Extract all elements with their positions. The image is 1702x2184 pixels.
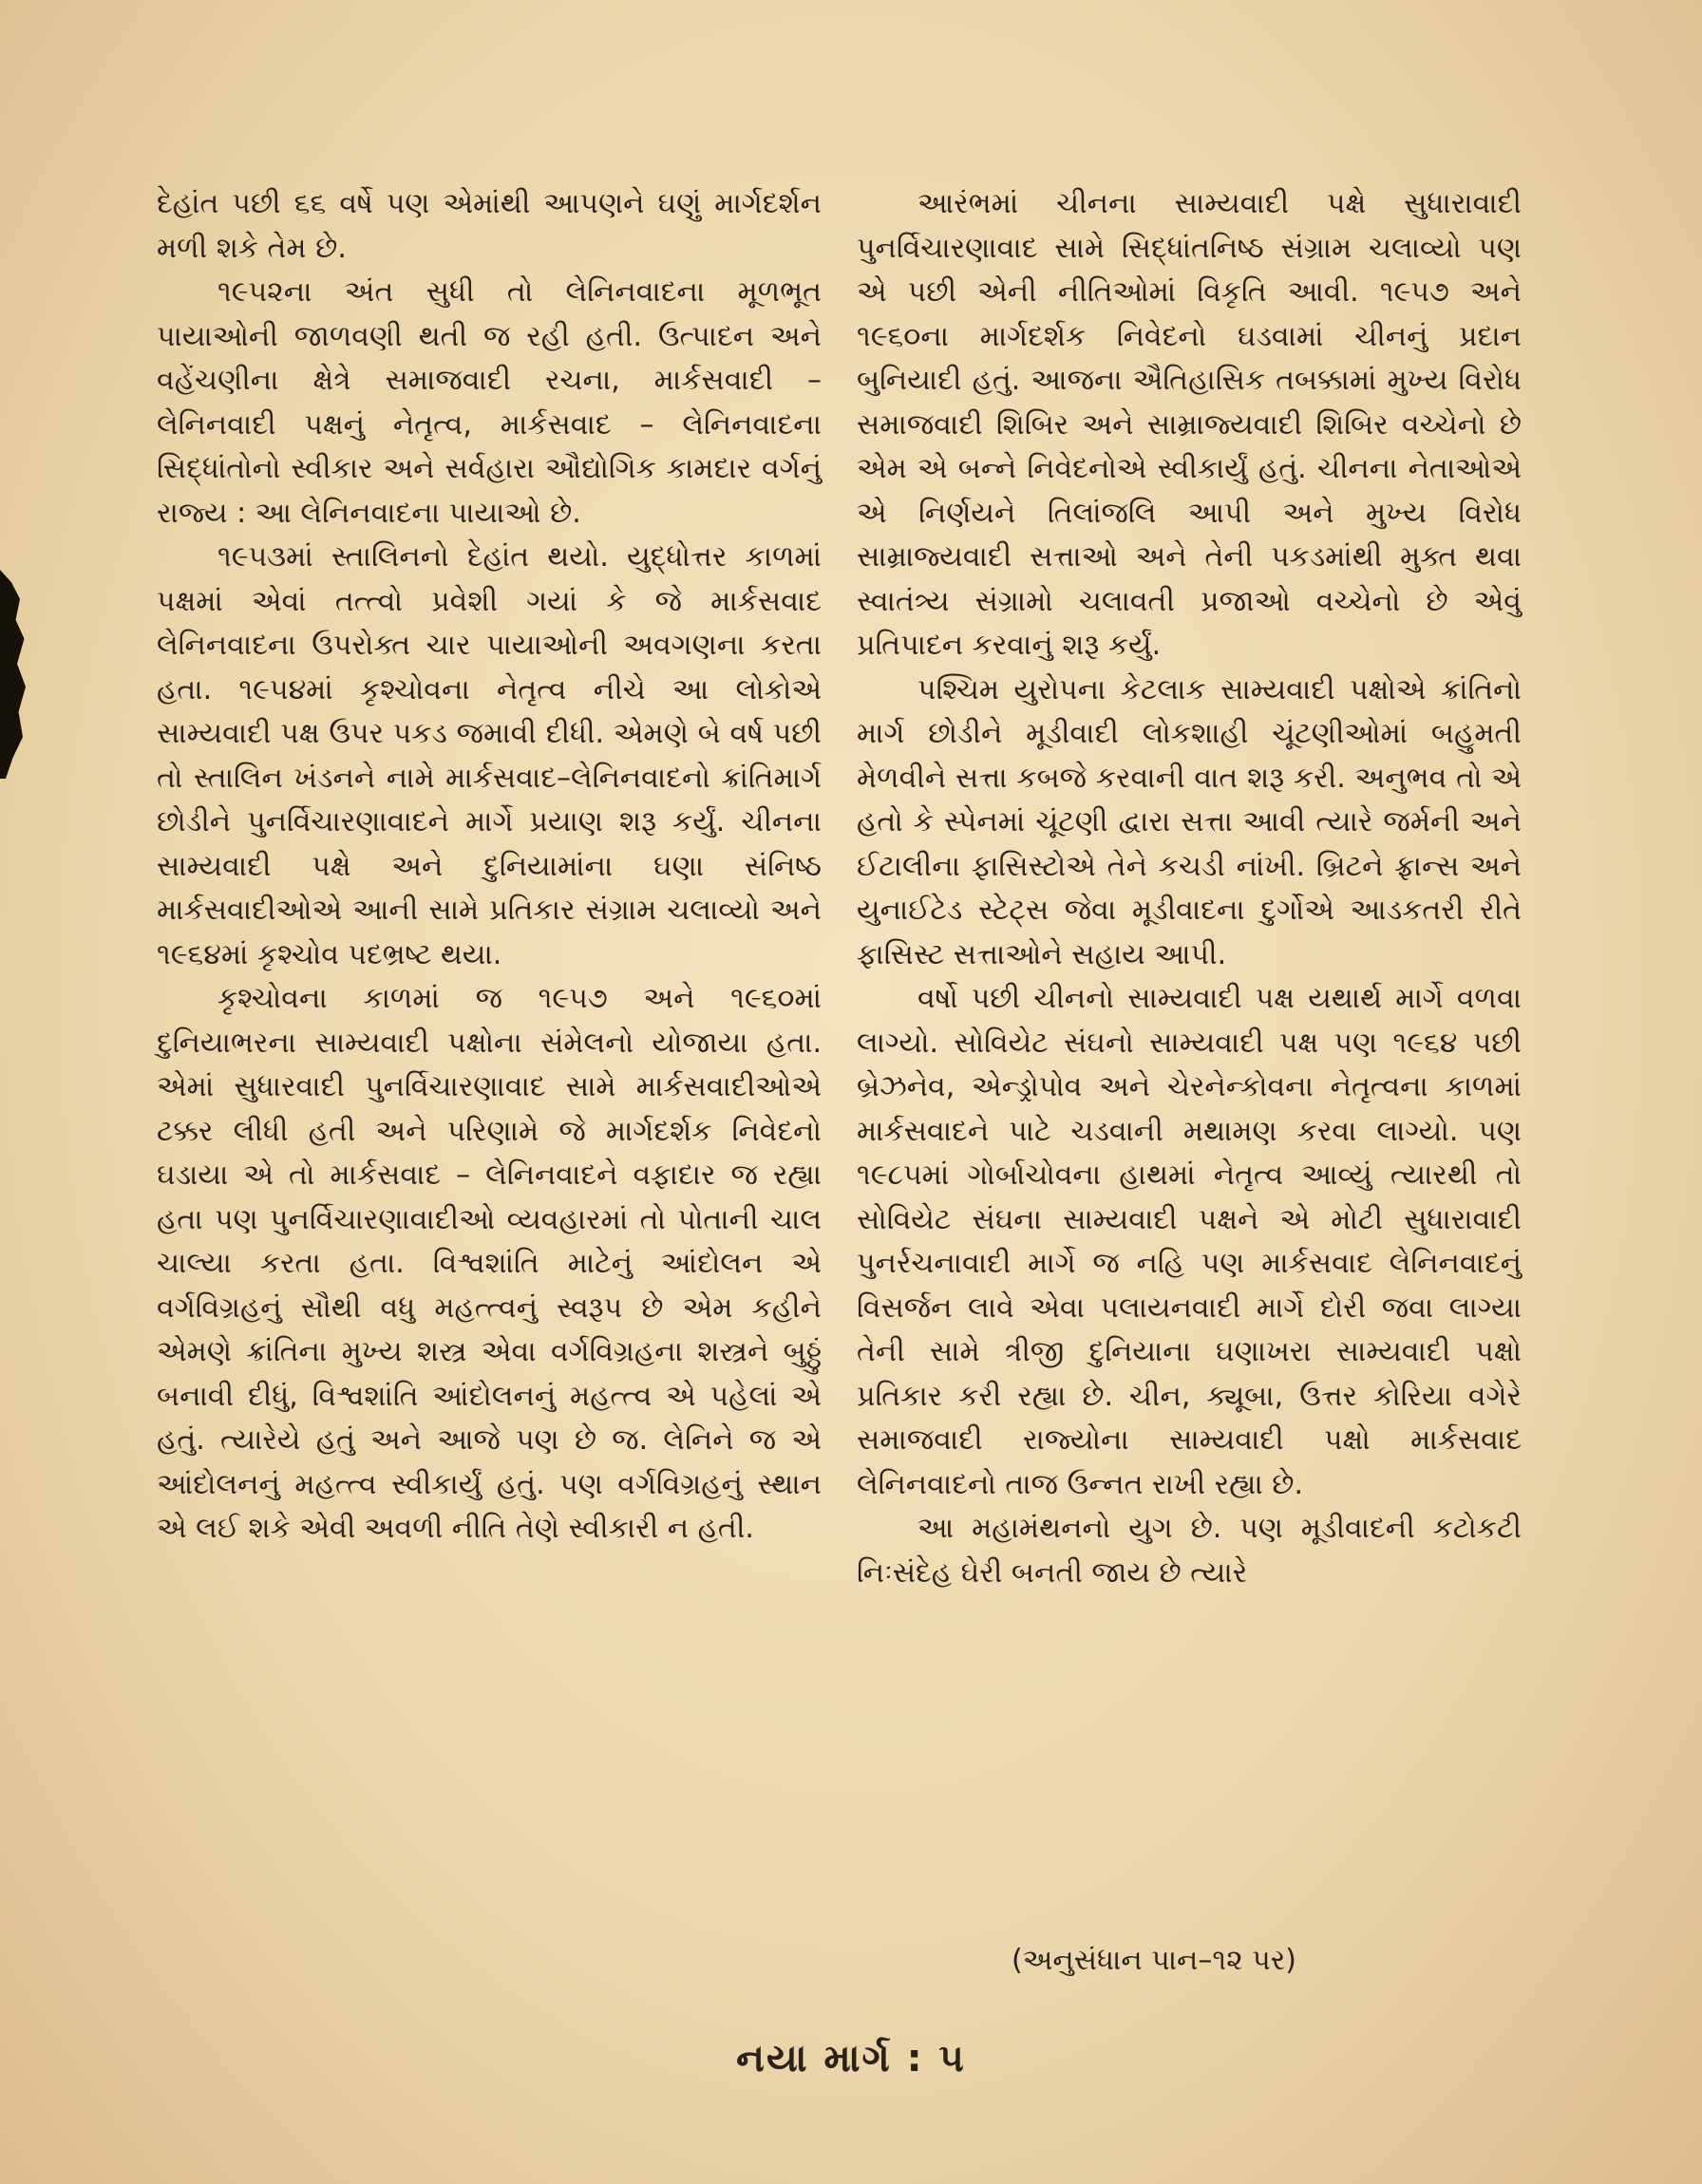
paragraph: દેહાંત પછી ૬૬ વર્ષે પણ એમાંથી આપણને ઘણું માર્ગદર્શન મળી શકે તેમ છે. <box>157 187 822 265</box>
paragraph: આરંભમાં ચીનના સામ્યવાદી પક્ષે સુધારાવાદી પુનર્વિચારણાવાદ સામે સિદ્ધાંતનિષ્ઠ સંગ્રામ ચલાવ્યો પણ એ પછી એની નીતિઓમાં વિકૃતિ આવી. ૧૯૫૭ અને ૧૯૬૦ના માર્ગદર્શક નિવેદનો ઘડવામાં ચીનનું પ્રદાન બુનિયાદી હતું. આજના ઐતિહાસિક તબક્કામાં મુખ્ય વિરોધ સમાજવાદી શિબિર અને સામ્રાજ્યવાદી શિબિર વચ્ચેનો છે એમ એ બન્ને નિવેદનોએ સ્વીકાર્યું હતું. ચીનના નેતાઓએ એ નિર્ણયને તિલાંજલિ આપી અને મુખ્ય વિરોધ સામ્રાજ્યવાદી સત્તાઓ અને તેની પકડમાંથી મુક્ત થવા સ્વાતંત્ર્ય સંગ્રામો ચલાવતી પ્રજાઓ વચ્ચેનો છે એવું પ્રતિપાદન કરવાનું શરૂ કર્યું. <box>857 187 1522 662</box>
paragraph: ૧૯૫૨ના અંત સુધી તો લેનિનવાદના મૂળભૂત પાયાઓની જાળવણી થતી જ રહી હતી. ઉત્પાદન અને વહેંચણીના ક્ષેત્રે સમાજવાદી રચના, માર્કસવાદી – લેનિનવાદી પક્ષનું નેતૃત્વ, માર્કસવાદ – લેનિનવાદના સિદ્ધાંતોનો સ્વીકાર અને સર્વહારા ઔદ્યોગિક કામદાર વર્ગનું રાજ્ય : આ લેનિનવાદના પાયાઓ છે. <box>157 275 822 530</box>
paragraph: ૧૯૫૩માં સ્તાલિનનો દેહાંત થયો. યુદ્ધોત્તર કાળમાં પક્ષમાં એવાં તત્ત્વો પ્રવેશી ગયાં કે જે માર્કસવાદ લેનિનવાદના ઉપરોક્ત ચાર પાયાઓની અવગણના કરતા હતા. ૧૯૫૪માં કૃશ્ચોવના નેતૃત્વ નીચે આ લોકોએ સામ્યવાદી પક્ષ ઉપર પકડ જમાવી દીધી. એમણે બે વર્ષ પછી તો સ્તાલિન ખંડનને નામે માર્કસવાદ–લેનિનવાદનો ક્રાંતિમાર્ગ છોડીને પુનર્વિચારણાવાદને માર્ગે પ્રયાણ શરૂ કર્યું. ચીનના સામ્યવાદી પક્ષે અને દુનિયામાંના ઘણા સંનિષ્ઠ માર્કસવાદીઓએ આની સામે પ્રતિકાર સંગ્રામ ચલાવ્યો અને ૧૯૬૪માં કૃશ્ચોવ પદભ્રષ્ટ થયા. <box>157 540 822 971</box>
page-footer: નયા માર્ગ : ૫ <box>736 2037 966 2080</box>
paragraph: આ મહામંથનનો યુગ છે. પણ મૂડીવાદની કટોકટી નિઃસંદેહ ઘેરી બનતી જાય છે ત્યારે <box>857 1512 1522 1590</box>
continuation-note: (અનુસંધાન પાન–૧૨ પર) <box>1012 1944 1296 1977</box>
paragraph: વર્ષો પછી ચીનનો સામ્યવાદી પક્ષ યથાર્થ માર્ગે વળવા લાગ્યો. સોવિયેટ સંઘનો સામ્યવાદી પક્ષ પણ ૧૯૬૪ પછી બ્રેઝનેવ, એન્ડ્રોપોવ અને ચેરનેન્કોવના નેતૃત્વના કાળમાં માર્કસવાદને પાટે ચડવાની મથામણ કરવા લાગ્યો. પણ ૧૯૮૫માં ગોર્બાચોવના હાથમાં નેતૃત્વ આવ્યું ત્યારથી તો સોવિયેટ સંઘના સામ્યવાદી પક્ષને એ મોટી સુધારાવાદી પુનર્રચનાવાદી માર્ગે જ નહિ પણ માર્કસવાદ લેનિનવાદનું વિસર્જન લાવે એવા પલાયનવાદી માર્ગે દોરી જવા લાગ્યા તેની સામે ત્રીજી દુનિયાના ઘણાખરા સામ્યવાદી પક્ષો પ્રતિકાર કરી રહ્યા છે. ચીન, ક્યૂબા, ઉત્તર કોરિયા વગેરે સમાજવાદી રાજ્યોના સામ્યવાદી પક્ષો માર્કસવાદ લેનિનવાદનો તાજ ઉન્નત રાખી રહ્યા છે. <box>857 982 1522 1501</box>
left-column <box>157 182 822 1552</box>
torn-page-edge <box>0 570 28 779</box>
right-column <box>857 182 1522 1595</box>
paragraph: કૃશ્ચોવના કાળમાં જ ૧૯૫૭ અને ૧૯૬૦માં દુનિયાભરના સામ્યવાદી પક્ષોના સંમેલનો યોજાયા હતા. એમાં સુધારવાદી પુનર્વિચારણાવાદ સામે માર્કસવાદીઓએ ટક્કર લીધી હતી અને પરિણામે જે માર્ગદર્શક નિવેદનો ઘડાયા એ તો માર્કસવાદ – લેનિનવાદને વફાદાર જ રહ્યા હતા પણ પુનર્વિચારણાવાદીઓ વ્યવહારમાં તો પોતાની ચાલ ચાલ્યા કરતા હતા. વિશ્વશાંતિ માટેનું આંદોલન એ વર્ગવિગ્રહનું સૌથી વધુ મહત્ત્વનું સ્વરૂપ છે એમ કહીને એમણે ક્રાંતિના મુખ્ય શસ્ત્ર એવા વર્ગવિગ્રહના શસ્ત્રને બુઠ્ઠું બનાવી દીધું, વિશ્વશાંતિ આંદોલનનું મહત્ત્વ એ પહેલાં એ હતું. ત્યારેયે હતું અને આજે પણ છે જ. લેનિને જ એ આંદોલનનું મહત્ત્વ સ્વીકાર્યું હતું. પણ વર્ગવિગ્રહનું સ્થાન એ લઈ શકે એવી અવળી નીતિ તેણે સ્વીકારી ન હતી. <box>157 982 822 1545</box>
paragraph: પશ્ચિમ યુરોપના કેટલાક સામ્યવાદી પક્ષોએ ક્રાંતિનો માર્ગ છોડીને મૂડીવાદી લોકશાહી ચૂંટણીઓમાં બહુમતી મેળવીને સત્તા કબજે કરવાની વાત શરૂ કરી. અનુભવ તો એ હતો કે સ્પેનમાં ચૂંટણી દ્વારા સત્તા આવી ત્યારે જર્મની અને ઈટાલીના ફાસિસ્ટોએ તેને કચડી નાંખી. બ્રિટને ફ્રાન્સ અને યુનાઈટેડ સ્ટેટ્સ જેવા મૂડીવાદના દુર્ગોએ આડકતરી રીતે ફાસિસ્ટ સત્તાઓને સહાય આપી. <box>857 672 1522 971</box>
